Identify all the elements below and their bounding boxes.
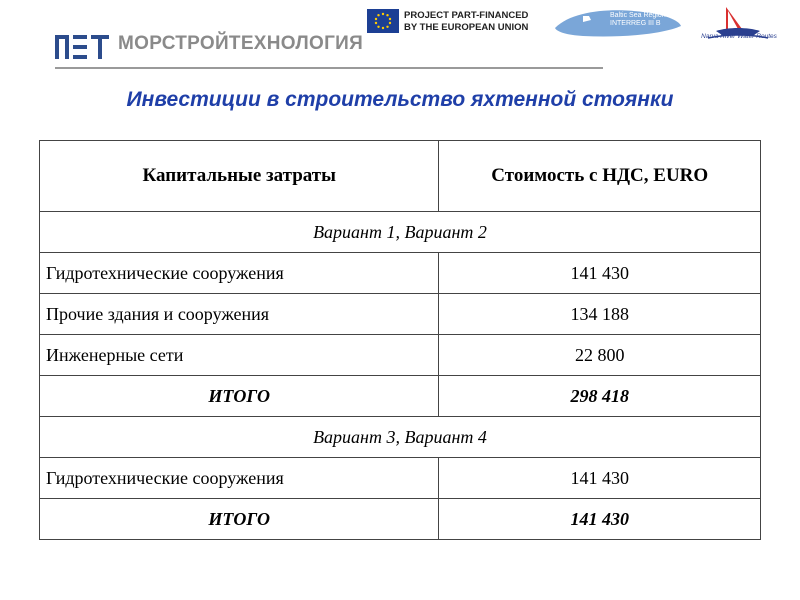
cost-value: 134 188 <box>439 294 761 335</box>
narva-label: Narva River Water Routes <box>701 33 777 40</box>
total-row <box>40 376 761 417</box>
company-logo-icon <box>55 33 111 63</box>
cost-item: Гидротехнические сооружения <box>40 253 439 294</box>
cost-value: 141 430 <box>439 253 761 294</box>
narva-logo-icon <box>698 3 778 47</box>
header-cost-with-vat: Стоимость с НДС, EURO <box>439 141 761 212</box>
cost-value: 22 800 <box>439 335 761 376</box>
cost-value: 141 430 <box>439 458 761 499</box>
page-header <box>0 0 800 80</box>
company-name: МОРСТРОЙТЕХНОЛОГИЯ <box>118 33 364 54</box>
header-capital-costs: Капитальные затраты <box>40 141 439 212</box>
cost-item: Прочие здания и сооружения <box>40 294 439 335</box>
table-header-row <box>40 141 761 212</box>
total-label: ИТОГО <box>40 499 439 540</box>
total-value: 298 418 <box>439 376 761 417</box>
header-divider <box>55 67 603 69</box>
variant-row <box>40 212 761 253</box>
cost-item: Гидротехнические сооружения <box>40 458 439 499</box>
variant-label: Вариант 3, Вариант 4 <box>40 417 761 458</box>
table-row <box>40 294 761 335</box>
table-row <box>40 335 761 376</box>
eu-line-1: PROJECT PART-FINANCED <box>404 10 529 21</box>
table-row <box>40 253 761 294</box>
page-title: Инвестиции в строительство яхтенной стоянки <box>126 88 674 111</box>
eu-line-2: BY THE EUROPEAN UNION <box>404 22 529 33</box>
variant-label: Вариант 1, Вариант 2 <box>40 212 761 253</box>
variant-row <box>40 417 761 458</box>
total-row <box>40 499 761 540</box>
total-value: 141 430 <box>439 499 761 540</box>
eu-flag-icon <box>367 9 399 33</box>
total-label: ИТОГО <box>40 376 439 417</box>
table-row <box>40 458 761 499</box>
investment-table <box>39 140 761 540</box>
cost-item: Инженерные сети <box>40 335 439 376</box>
interreg-line-1: Baltic Sea Region <box>610 12 666 19</box>
interreg-label <box>610 12 666 28</box>
eu-financing-label <box>404 10 528 34</box>
interreg-line-2: INTERREG III B <box>610 20 661 27</box>
